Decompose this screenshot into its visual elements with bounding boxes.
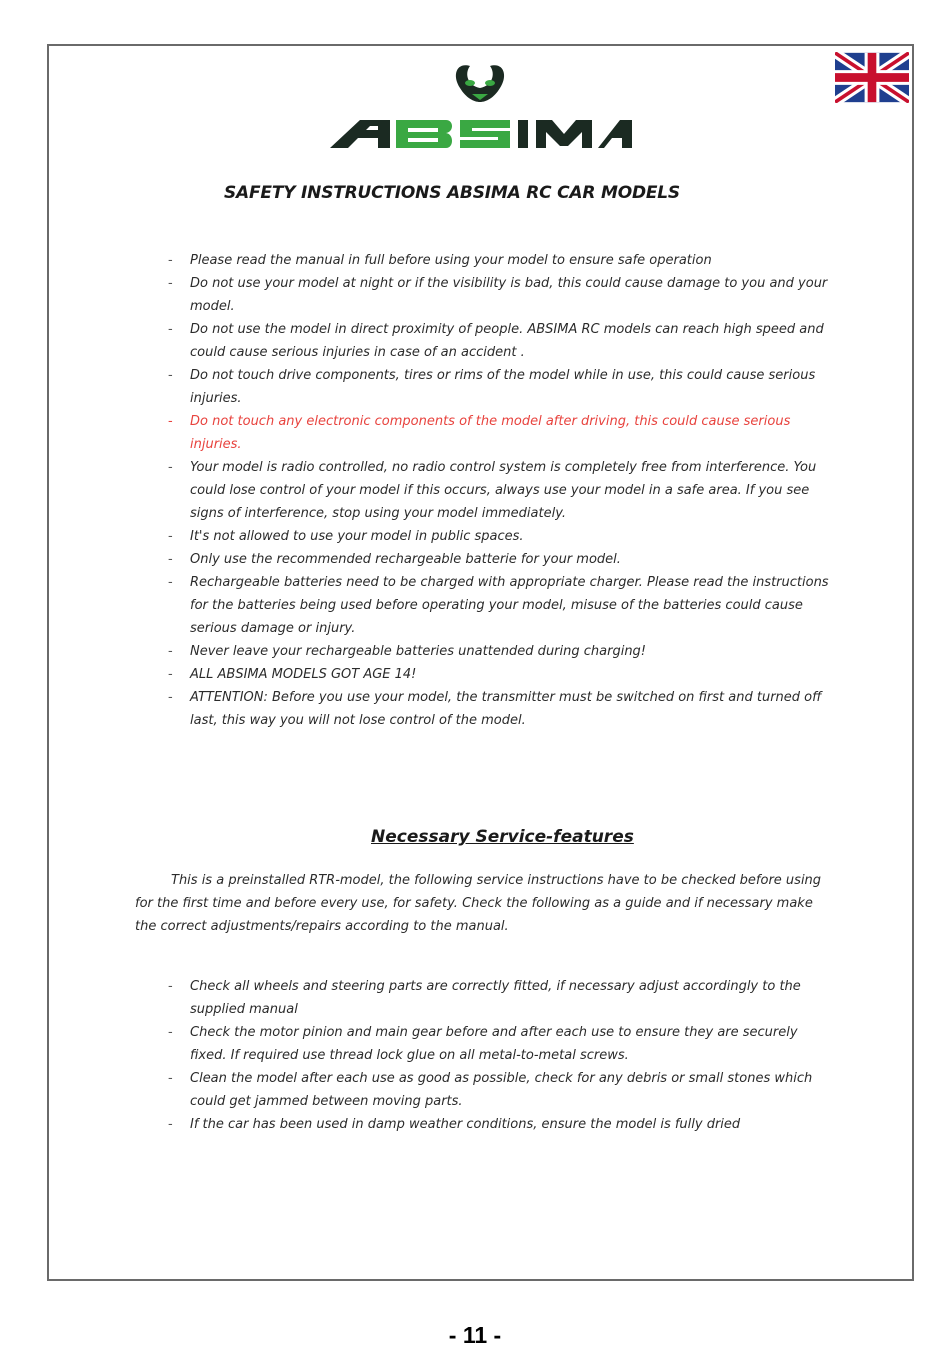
list-item: - ATTENTION: Before you use your model, the transmitter must be switched on first and turned off last, this way you will not lose control of the model. (166, 686, 836, 732)
list-item: - Only use the recommended rechargeable batterie for your model. (166, 548, 836, 571)
page-title: SAFETY INSTRUCTIONS ABSIMA RC CAR MODELS (224, 183, 680, 203)
safety-instructions-list (166, 249, 836, 732)
list-item: - ALL ABSIMA MODELS GOT AGE 14! (166, 663, 836, 686)
service-intro: This is a preinstalled RTR-model, the following service instructions have to be checked before using for the first time and before every use, for safety. Check the following as a guide and if necessary make the correct adjustments/repairs according to the manual. (135, 873, 822, 934)
page-number: - 11 - (448, 1322, 502, 1348)
list-item: - Do not touch drive components, tires or rims of the model while in use, this could cause serious injuries. (166, 364, 836, 410)
list-item: - It's not allowed to use your model in public spaces. (166, 525, 836, 548)
list-item: - Check the motor pinion and main gear before and after each use to ensure they are securely fixed. If required use thread lock glue on all metal-to-metal screws. (166, 1021, 816, 1067)
uk-flag-icon (835, 52, 909, 103)
list-item: - If the car has been used in damp weather conditions, ensure the model is fully dried (166, 1113, 816, 1136)
warning-list-item: - Do not touch any electronic components of the model after driving, this could cause serious injuries. (166, 410, 836, 456)
list-item: - Do not use your model at night or if the visibility is bad, this could cause damage to you and your model. (166, 272, 836, 318)
logo-emblem (456, 65, 504, 102)
absima-logo (320, 58, 640, 158)
list-item: - Clean the model after each use as good as possible, check for any debris or small stones which could get jammed between moving parts. (166, 1067, 816, 1113)
logo-wordmark (330, 120, 632, 148)
list-item: - Your model is radio controlled, no radio control system is completely free from interference. You could lose control of your model if this occurs, always use your model in a safe area. If you see signs of interference, stop using your model immediately. (166, 456, 836, 525)
list-item: - Rechargeable batteries need to be charged with appropriate charger. Please read the instructions for the batteries being used before operating your model, misuse of the batteries could cause serious damage or injury. (166, 571, 836, 640)
list-item: - Never leave your rechargeable batteries unattended during charging! (166, 640, 836, 663)
list-item: - Please read the manual in full before using your model to ensure safe operation (166, 249, 836, 272)
service-features-list (166, 975, 816, 1136)
list-item: - Check all wheels and steering parts are correctly fitted, if necessary adjust accordingly to the supplied manual (166, 975, 816, 1021)
service-heading: Necessary Service-features (371, 827, 634, 847)
list-item: - Do not use the model in direct proximity of people. ABSIMA RC models can reach high speed and could cause serious injuries in case of an accident . (166, 318, 836, 364)
